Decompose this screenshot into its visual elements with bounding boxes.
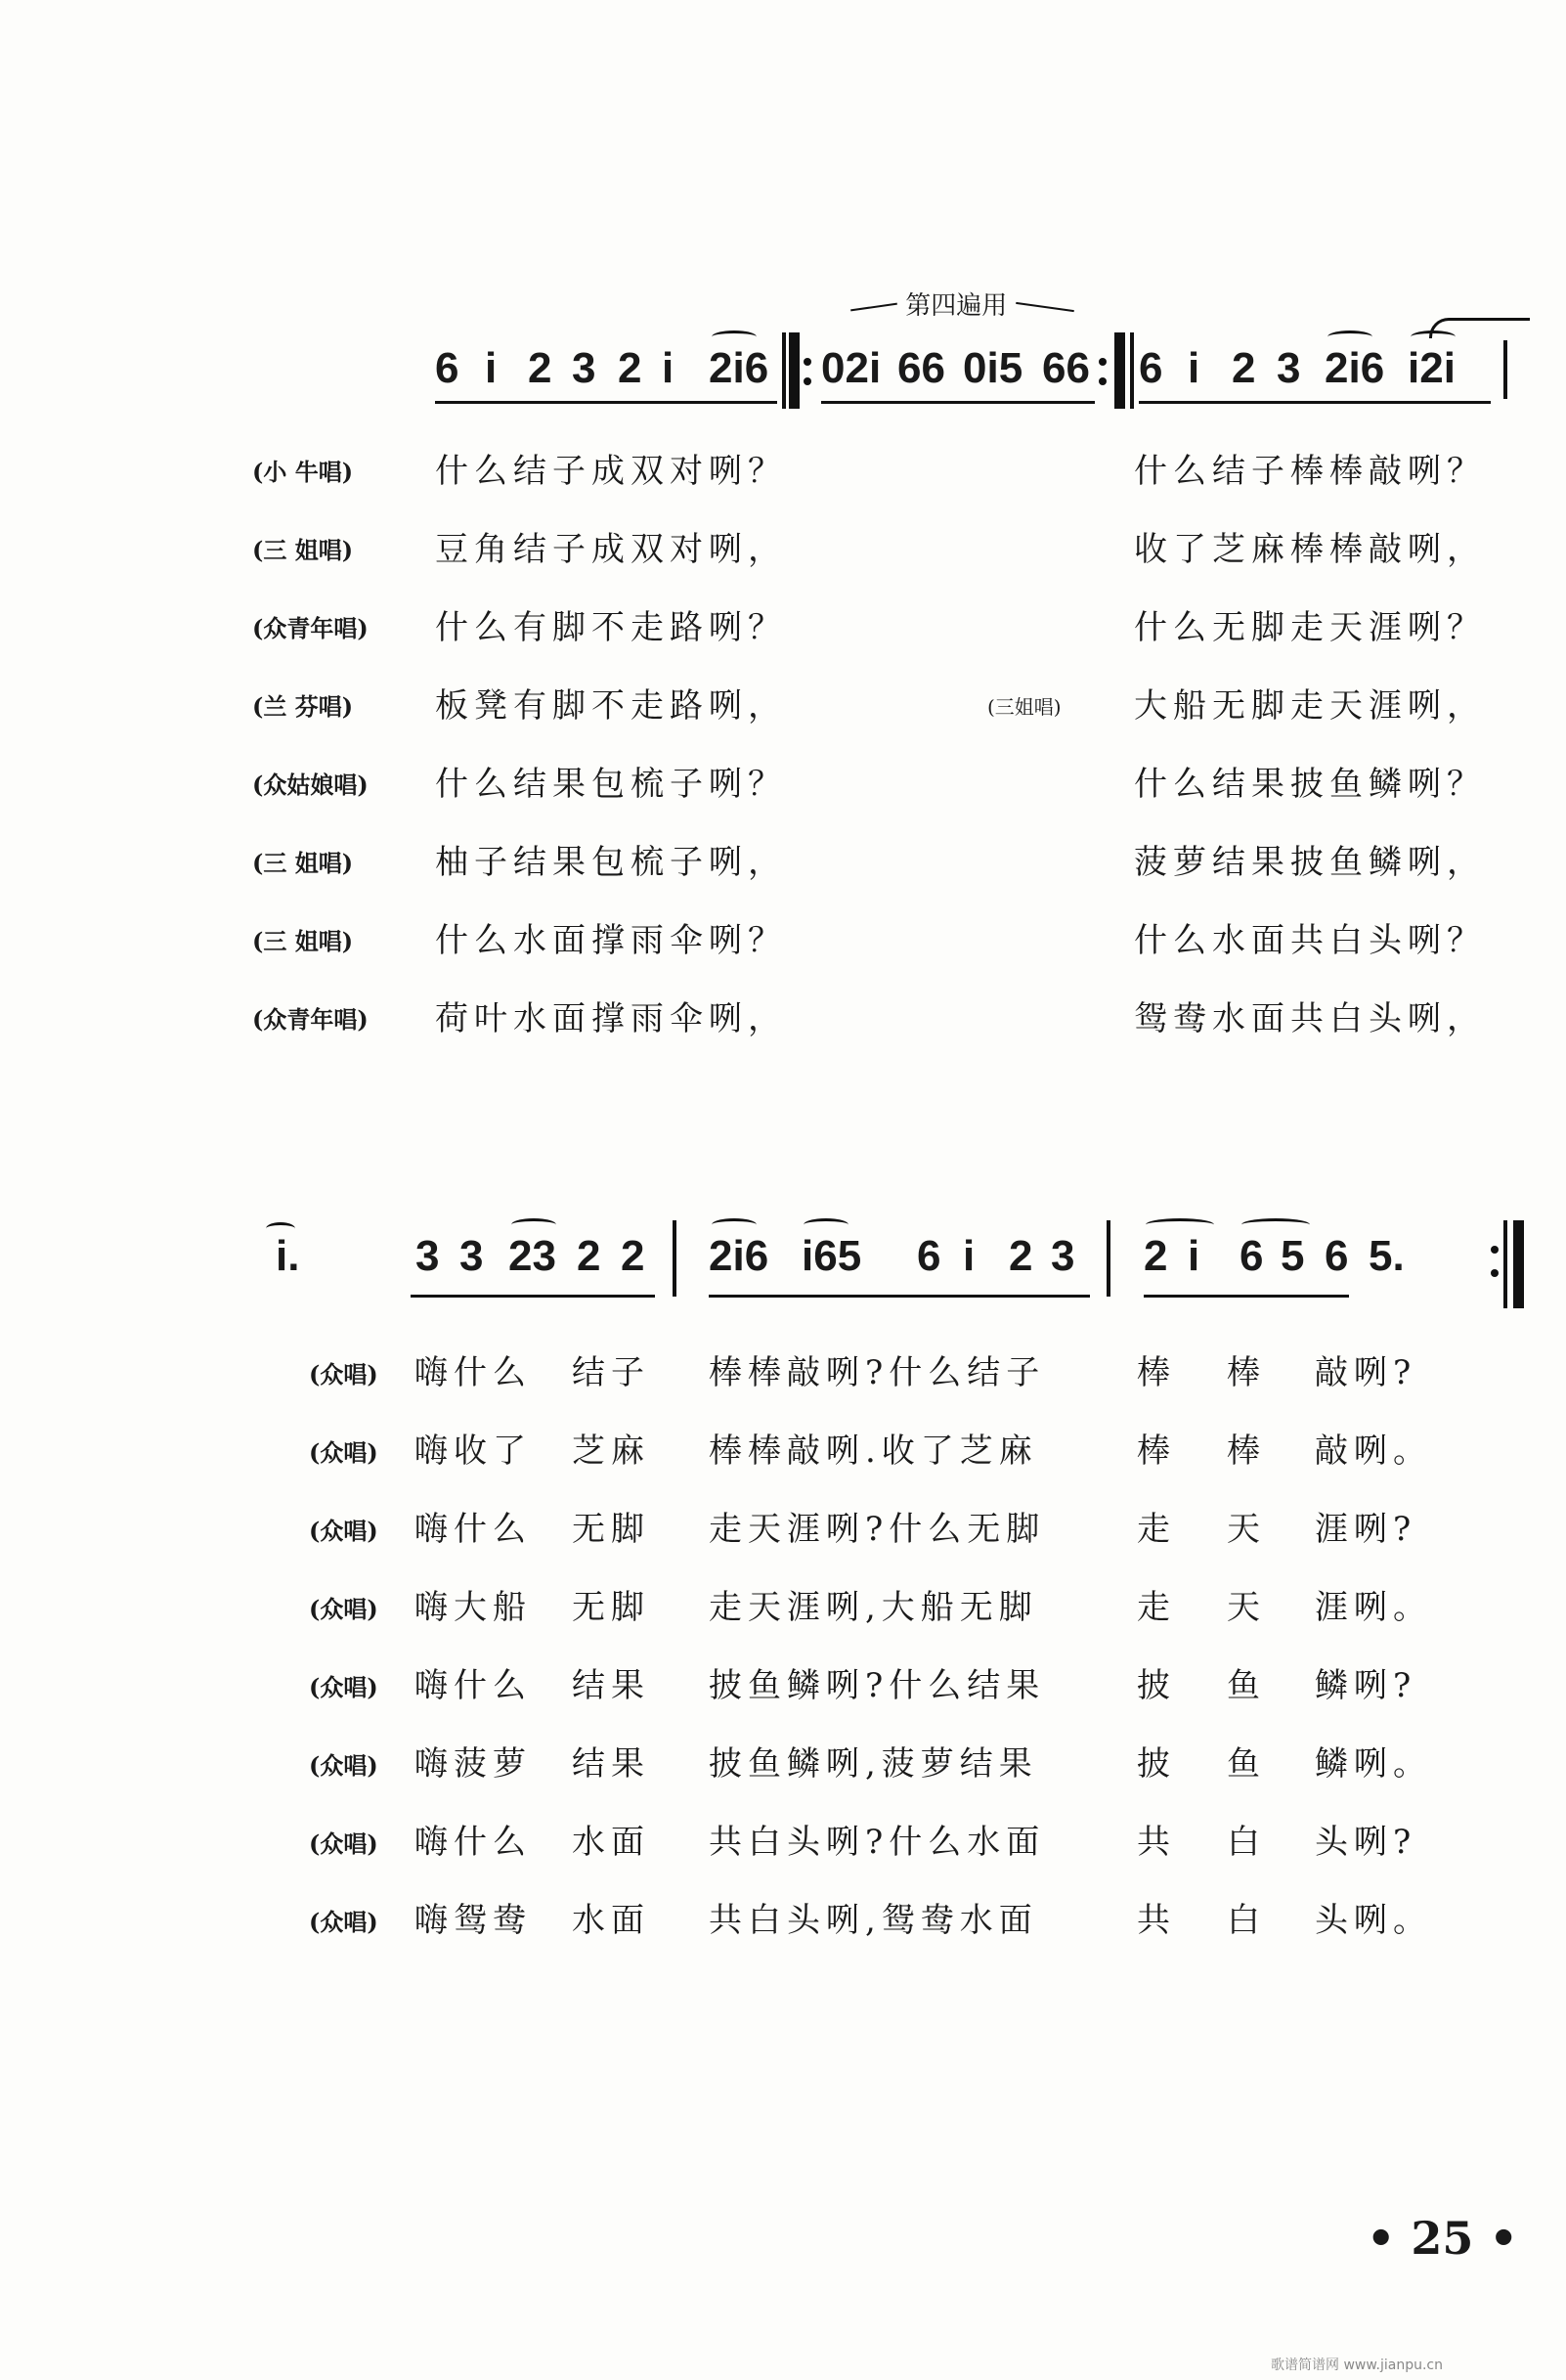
lyric-right: 什么结子棒棒敲咧？ <box>1134 452 1486 491</box>
lyric-c6: 敲咧? <box>1315 1353 1417 1392</box>
note: 2 <box>618 344 642 392</box>
lyric-c4: 走 <box>1137 1510 1176 1549</box>
note: 2 <box>1232 344 1256 392</box>
ending-mark: 第四遍用 <box>850 286 1074 322</box>
lyric-c5: 天 <box>1227 1588 1266 1627</box>
lyric-c4: 共 <box>1137 1823 1176 1862</box>
lyric-right: 大船无脚走天涯咧， <box>1134 686 1486 726</box>
lyric-c3: 棒棒敲咧.收了芝麻 <box>709 1432 1038 1471</box>
lyric-c5: 棒 <box>1227 1432 1266 1471</box>
lyric-c6: 头咧。 <box>1315 1901 1432 1940</box>
lyric-c6: 涯咧? <box>1315 1510 1417 1549</box>
note: i <box>662 344 674 392</box>
note: 2 <box>1144 1232 1168 1280</box>
lyric-left: 什么结果包梳子咧？ <box>435 765 787 804</box>
lyric-c4: 棒 <box>1137 1432 1176 1471</box>
lyric-c1: 嗨什么 <box>414 1353 532 1392</box>
lyric-c2: 无脚 <box>572 1588 650 1627</box>
lyric-c3: 走天涯咧,大船无脚 <box>709 1588 1038 1627</box>
note: 66 <box>1042 344 1090 392</box>
lyric-c1: 嗨什么 <box>414 1823 532 1862</box>
note: 2 <box>577 1232 601 1280</box>
lyric-c2: 结子 <box>572 1353 650 1392</box>
lyric-left: 柚子结果包梳子咧， <box>435 843 787 882</box>
note: i. <box>276 1232 300 1280</box>
note: i65 <box>802 1232 862 1280</box>
lyric-right: 什么水面共白头咧？ <box>1134 921 1486 960</box>
notation-line-2 <box>0 1212 1566 1320</box>
note: 2i6 <box>709 344 769 392</box>
lyric-left: 豆角结子成双对咧， <box>435 530 787 569</box>
lyric-c1: 嗨什么 <box>414 1666 532 1705</box>
lyric-c1: 嗨什么 <box>414 1510 532 1549</box>
lyric-c1: 嗨收了 <box>414 1432 532 1471</box>
singer-role: (众唱) <box>309 1751 378 1780</box>
lyric-c5: 鱼 <box>1227 1666 1266 1705</box>
lyric-c1: 嗨鸳鸯 <box>414 1901 532 1940</box>
lyric-c2: 结果 <box>572 1744 650 1784</box>
note: i <box>1188 1232 1200 1280</box>
lyric-c6: 头咧? <box>1315 1823 1417 1862</box>
note: 2 <box>1009 1232 1033 1280</box>
lyric-c3: 走天涯咧?什么无脚 <box>709 1510 1046 1549</box>
lyric-left: 什么结子成双对咧？ <box>435 452 787 491</box>
singer-role: (三 姐唱) <box>252 536 354 564</box>
lyric-left: 什么有脚不走路咧？ <box>435 608 787 647</box>
lyric-c5: 鱼 <box>1227 1744 1266 1784</box>
singer-role: (众唱) <box>309 1517 378 1545</box>
note: 6 <box>1139 344 1163 392</box>
lyric-c5: 白 <box>1227 1823 1266 1862</box>
note: 23 <box>508 1232 556 1280</box>
note: i <box>963 1232 976 1280</box>
lyric-c2: 芝麻 <box>572 1432 650 1471</box>
note: 66 <box>897 344 945 392</box>
note: 02i <box>821 344 882 392</box>
lyric-c6: 涯咧。 <box>1315 1588 1432 1627</box>
singer-role: (众姑娘唱) <box>252 771 369 799</box>
lyric-c4: 走 <box>1137 1588 1176 1627</box>
lyric-right: 什么结果披鱼鳞咧？ <box>1134 765 1486 804</box>
lyric-right: 什么无脚走天涯咧？ <box>1134 608 1486 647</box>
note: 6 <box>1240 1232 1264 1280</box>
lyric-left: 板凳有脚不走路咧， <box>435 686 787 726</box>
lyric-c1: 嗨菠萝 <box>414 1744 532 1784</box>
lyric-c2: 结果 <box>572 1666 650 1705</box>
note: 6 <box>917 1232 941 1280</box>
lyric-c1: 嗨大船 <box>414 1588 532 1627</box>
lyric-c3: 共白头咧?什么水面 <box>709 1823 1046 1862</box>
note: 3 <box>572 344 596 392</box>
singer-role: (三 姐唱) <box>252 927 354 955</box>
singer-role: (三 姐唱) <box>252 849 354 877</box>
note: 5 <box>1281 1232 1305 1280</box>
note: 2i6 <box>1325 344 1385 392</box>
singer-role: (小 牛唱) <box>252 458 354 486</box>
note: 3 <box>1051 1232 1075 1280</box>
note: i <box>485 344 498 392</box>
singer-role: (众唱) <box>309 1829 378 1858</box>
singer-role: (众唱) <box>309 1673 378 1701</box>
lyric-c3: 棒棒敲咧?什么结子 <box>709 1353 1046 1392</box>
lyric-c2: 水面 <box>572 1823 650 1862</box>
notation-line-1 <box>0 332 1566 430</box>
singer-role: (众唱) <box>309 1908 378 1936</box>
singer-role: (众青年唱) <box>252 614 369 642</box>
note: 5. <box>1369 1232 1405 1280</box>
lyric-c6: 鳞咧? <box>1315 1666 1417 1705</box>
lyric-right: 鸳鸯水面共白头咧， <box>1134 999 1486 1038</box>
note: 0i5 <box>963 344 1023 392</box>
lyric-c4: 披 <box>1137 1744 1176 1784</box>
singer-role: (众青年唱) <box>252 1005 369 1034</box>
singer-role: (众唱) <box>309 1595 378 1623</box>
note: 2i6 <box>709 1232 769 1280</box>
lyric-c3: 披鱼鳞咧,菠萝结果 <box>709 1744 1038 1784</box>
note: 6 <box>435 344 459 392</box>
note: i2i <box>1408 344 1456 392</box>
lyric-left: 什么水面撑雨伞咧？ <box>435 921 787 960</box>
lyric-c3: 共白头咧,鸳鸯水面 <box>709 1901 1038 1940</box>
singer-role: (众唱) <box>309 1360 378 1388</box>
lyric-left: 荷叶水面撑雨伞咧， <box>435 999 787 1038</box>
note: 2 <box>528 344 552 392</box>
watermark: 歌谱简谱网 www.jianpu.cn <box>1271 2358 1443 2373</box>
lyric-c2: 无脚 <box>572 1510 650 1549</box>
note: 6 <box>1325 1232 1349 1280</box>
singer-role: (兰 芬唱) <box>252 692 354 721</box>
note: i <box>1188 344 1200 392</box>
lyric-c4: 披 <box>1137 1666 1176 1705</box>
note: 2 <box>621 1232 645 1280</box>
lyric-c5: 棒 <box>1227 1353 1266 1392</box>
lyric-c3: 披鱼鳞咧?什么结果 <box>709 1666 1046 1705</box>
lyric-c5: 天 <box>1227 1510 1266 1549</box>
lyric-c4: 棒 <box>1137 1353 1176 1392</box>
page-number: • 25 • <box>1367 2212 1518 2265</box>
lyric-c4: 共 <box>1137 1901 1176 1940</box>
singer-role: (众唱) <box>309 1438 378 1467</box>
lyric-c6: 敲咧。 <box>1315 1432 1432 1471</box>
lyric-c5: 白 <box>1227 1901 1266 1940</box>
note: 3 <box>415 1232 440 1280</box>
note: 3 <box>459 1232 484 1280</box>
lyric-right: 菠萝结果披鱼鳞咧， <box>1134 843 1486 882</box>
lyric-c2: 水面 <box>572 1901 650 1940</box>
lyric-c6: 鳞咧。 <box>1315 1744 1432 1784</box>
lyric-right: 收了芝麻棒棒敲咧， <box>1134 530 1486 569</box>
note: 3 <box>1277 344 1301 392</box>
singer-role: (三姐唱) <box>987 695 1062 719</box>
